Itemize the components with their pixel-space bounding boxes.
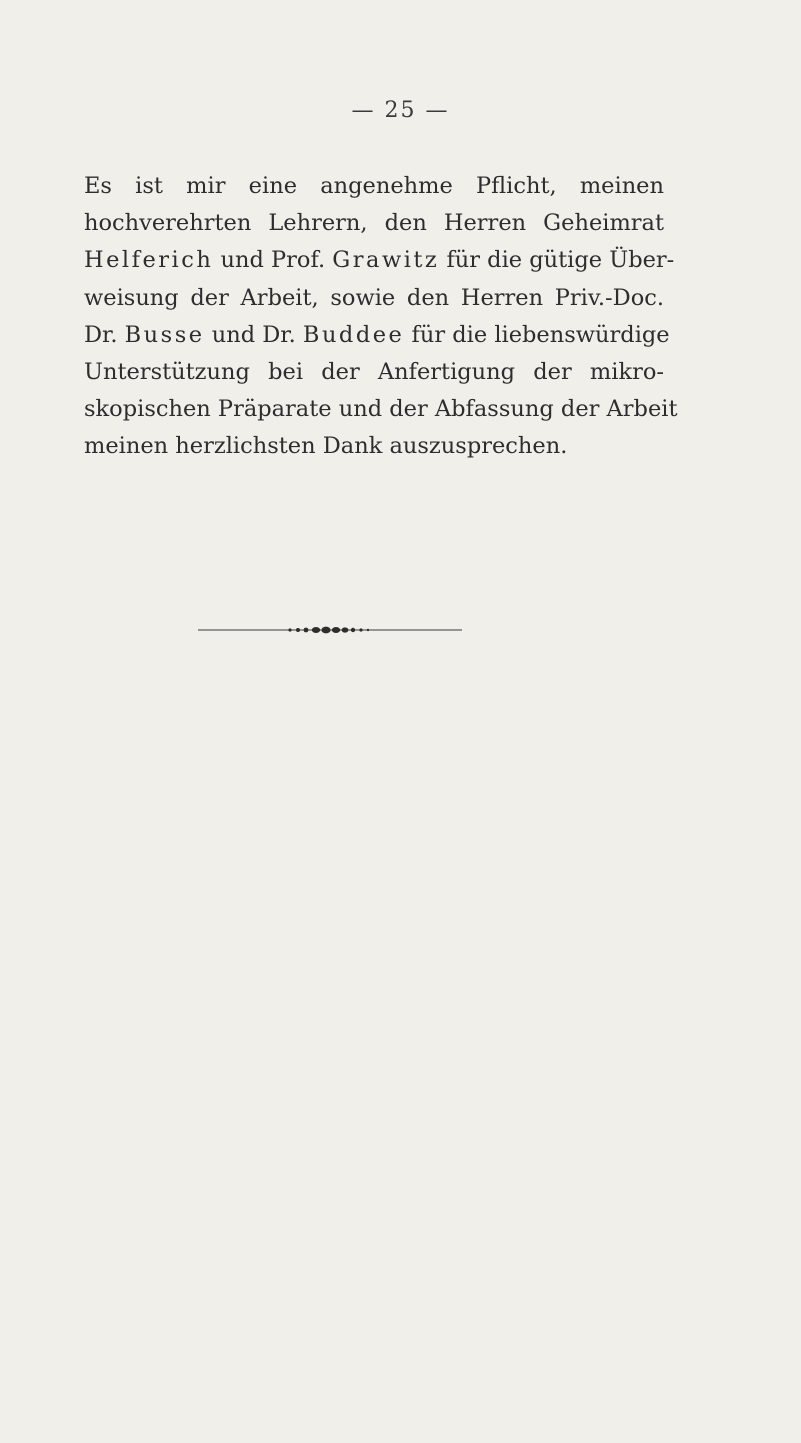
acknowledgement-paragraph bbox=[84, 168, 678, 466]
name-helferich: Helferich bbox=[84, 247, 214, 274]
text-line-1: Es ist mir eine angenehme Pflicht, meinen bbox=[84, 173, 664, 199]
text-line-3-end: für die gütige Über- bbox=[439, 247, 675, 274]
text-line-8: meinen herzlichsten Dank auszusprechen. bbox=[84, 433, 568, 460]
text-line-4: weisung der Arbeit, sowie den Herren Priv.-Doc. bbox=[84, 284, 664, 311]
text-line-5-start: Dr. bbox=[84, 321, 125, 348]
name-busse: Busse bbox=[124, 321, 205, 348]
page-number: — 25 — bbox=[351, 98, 450, 123]
dotted-rule-ornament-icon bbox=[198, 620, 462, 640]
name-grawitz: Grawitz bbox=[332, 247, 440, 274]
text-line-2: hochverehrten Lehrern, den Herren Geheimrat bbox=[84, 210, 664, 237]
text-line-5 bbox=[84, 317, 670, 354]
text-line-5-end: für die liebenswürdige bbox=[404, 321, 670, 348]
name-buddee: Buddee bbox=[302, 321, 405, 348]
text-line-6: Unterstützung bei der Anfertigung der mikro- bbox=[84, 359, 664, 386]
text-line-7: skopischen Präparate und der Abfassung der Arbeit bbox=[84, 396, 678, 423]
text-line-5-mid: und Dr. bbox=[204, 321, 303, 348]
text-line-3-mid: und Prof. bbox=[213, 247, 333, 274]
text-line-3 bbox=[84, 242, 675, 279]
